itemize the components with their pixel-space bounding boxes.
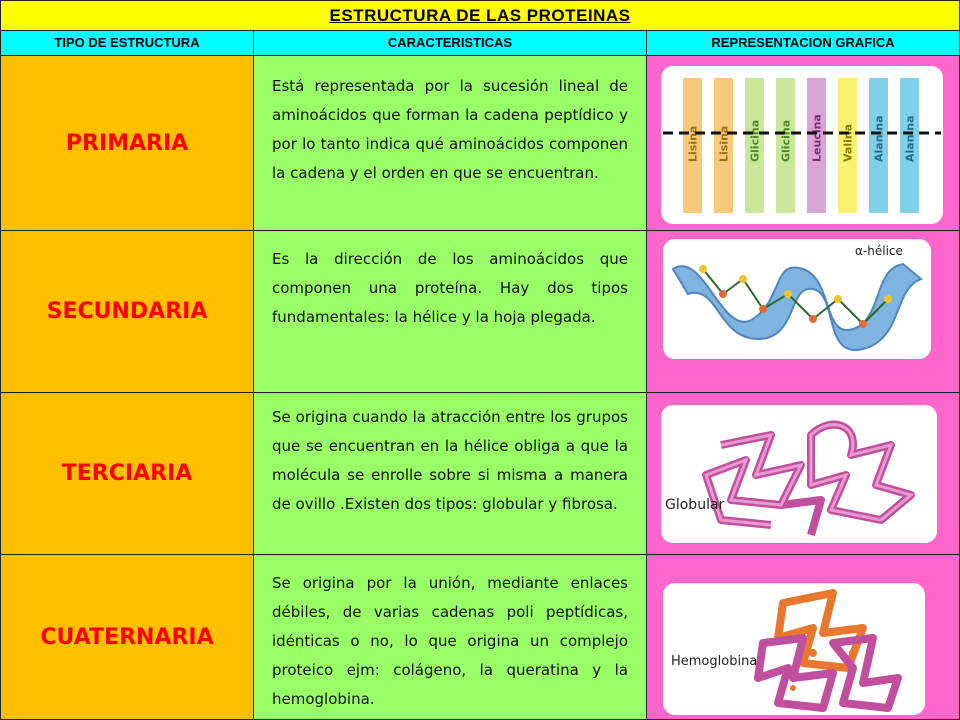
table-title: ESTRUCTURA DE LAS PROTEINAS — [0, 0, 960, 31]
globular-protein-image — [661, 405, 937, 543]
amino-acid-label: Glicina — [779, 119, 793, 162]
hemoglobin-label: Hemoglobina — [671, 654, 758, 669]
amino-acid-label: Valina — [841, 123, 855, 162]
globular-label: Globular — [665, 497, 725, 513]
row-terciaria-type — [0, 392, 254, 555]
row-cuaternaria-graphic — [646, 554, 960, 720]
row-terciaria-graphic — [646, 392, 960, 555]
amino-acid-label: Leucina — [810, 114, 824, 162]
helix-label: α-hélice — [855, 244, 903, 258]
amino-acid-label: Alanina — [903, 115, 917, 162]
row-primaria-type — [0, 55, 254, 231]
header-type: TIPO DE ESTRUCTURA — [0, 30, 254, 56]
row-primaria-graphic — [646, 55, 960, 231]
type-label: TERCIARIA — [61, 461, 193, 486]
amino-acid-label: Alanina — [872, 115, 886, 162]
description-text: Se origina por la unión, mediante enlaces débiles, de varias cadenas poli peptídicas, idénticas o no, lo que origina un complejo proteico ejm: colágeno, la queratina y la hemoglobina. — [272, 574, 628, 708]
description-text: Se origina cuando la atracción entre los grupos que se encuentran en la hélice obliga a que la molécula se enrolle sobre si misma a manera de ovillo .Existen dos tipos: globular y fibrosa. — [272, 408, 628, 513]
amino-acid-label: Lisina — [717, 125, 731, 162]
row-secundaria-graphic — [646, 230, 960, 393]
row-cuaternaria-type — [0, 554, 254, 720]
hemoglobin-image — [663, 583, 925, 715]
amino-acid-chain-image — [661, 66, 943, 224]
alpha-helix-image — [663, 239, 931, 359]
type-label: PRIMARIA — [65, 130, 189, 156]
amino-acid-label: Glicina — [748, 119, 762, 162]
description-text: Es la dirección de los aminoácidos que componen una proteína. Hay dos tipos fundamentales: la hélice y la hoja plegada. — [272, 250, 628, 326]
row-terciaria-description — [253, 392, 647, 555]
header-graphic: REPRESENTACION GRAFICA — [646, 30, 960, 56]
amino-acid-label: Lisina — [686, 125, 700, 162]
row-secundaria-description — [253, 230, 647, 393]
header-characteristics: CARACTERISTICAS — [253, 30, 647, 56]
row-secundaria-type — [0, 230, 254, 393]
type-label: SECUNDARIA — [46, 299, 208, 324]
type-label: CUATERNARIA — [40, 624, 214, 650]
description-text: Está representada por la sucesión lineal de aminoácidos que forman la cadena peptídico y por lo tanto indica qué aminoácidos componen la cadena y el orden en que se encuentran. — [272, 77, 628, 182]
row-primaria-description — [253, 55, 647, 231]
row-cuaternaria-description — [253, 554, 647, 720]
